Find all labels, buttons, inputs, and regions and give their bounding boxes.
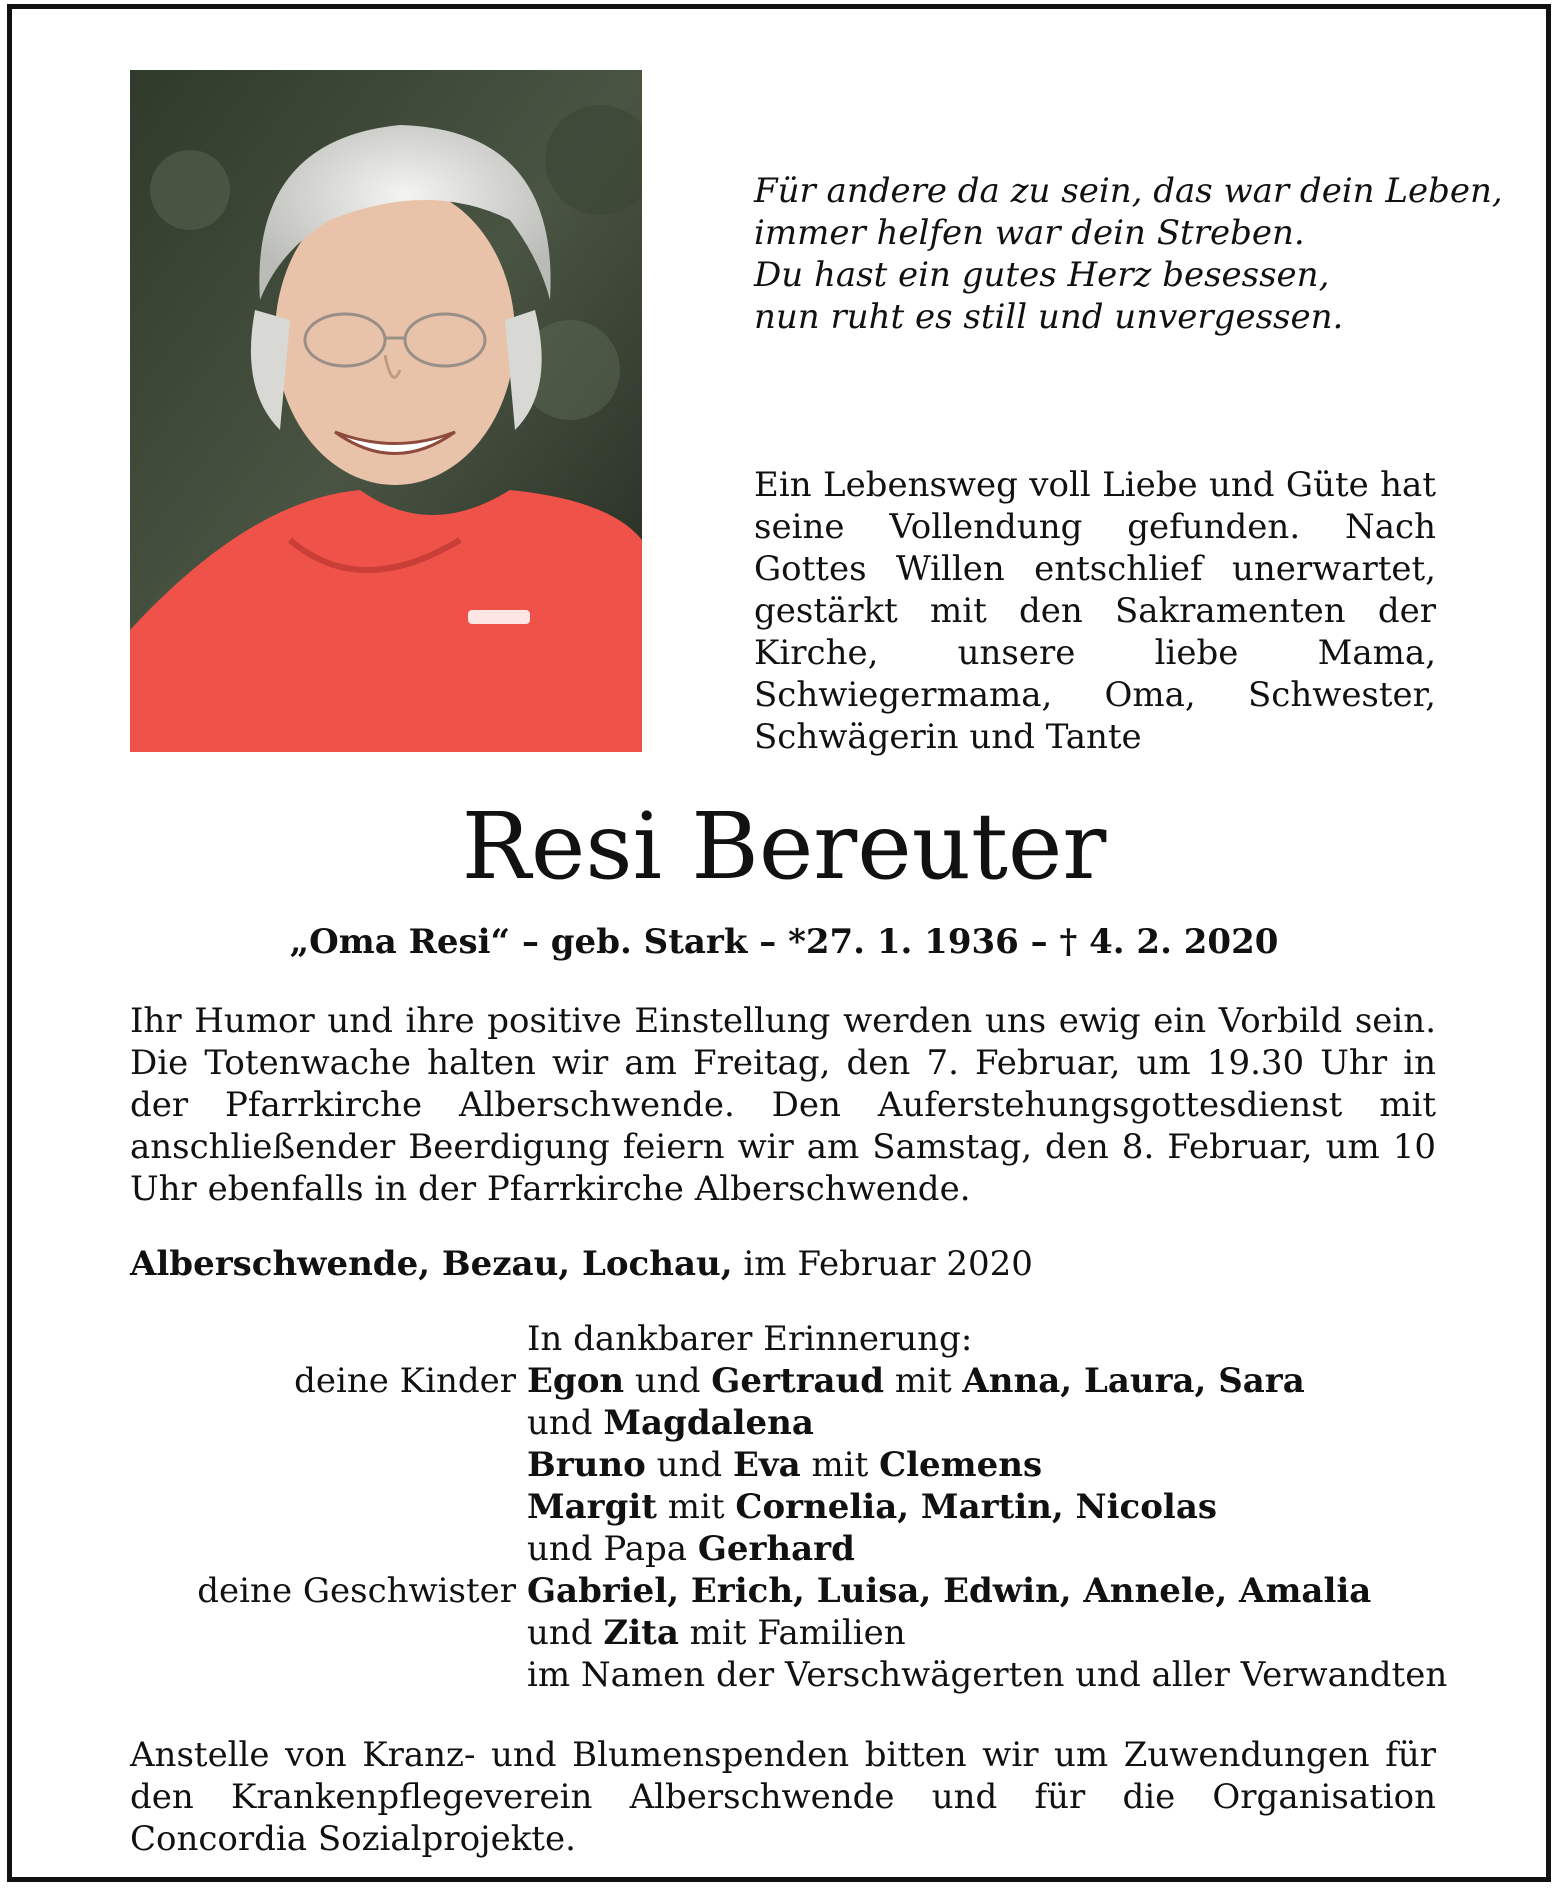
poem-line: immer helfen war dein Streben. bbox=[754, 213, 1305, 253]
family-member-name: Zita bbox=[603, 1613, 679, 1653]
family-members bbox=[527, 1570, 1371, 1612]
family-members bbox=[527, 1444, 1042, 1486]
family-member-name: Egon bbox=[527, 1361, 625, 1401]
family-member-name: Magdalena bbox=[603, 1403, 814, 1443]
family-line bbox=[0, 1570, 1568, 1612]
family-member-name: Margit bbox=[527, 1487, 657, 1527]
family-connector-text: mit Familien bbox=[678, 1613, 906, 1653]
family-member-name: Cornelia, Martin, Nicolas bbox=[735, 1487, 1217, 1527]
memorial-poem bbox=[754, 170, 1503, 338]
family-members bbox=[527, 1402, 814, 1444]
place-and-date bbox=[130, 1242, 1033, 1286]
family-intro: In dankbarer Erinnerung: bbox=[527, 1319, 973, 1359]
family-member-name: Eva bbox=[732, 1445, 801, 1485]
family-group-label: deine Geschwister bbox=[197, 1571, 516, 1611]
family-members bbox=[527, 1486, 1217, 1528]
family-member-name: Gertraud bbox=[711, 1361, 885, 1401]
family-member-name: Bruno bbox=[527, 1445, 646, 1485]
family-connector-text: mit bbox=[884, 1361, 963, 1401]
place-towns: Alberschwende, Bezau, Lochau, bbox=[130, 1244, 733, 1284]
family-line bbox=[0, 1612, 1568, 1654]
intro-paragraph: Ein Lebensweg voll Liebe und Güte hat seine Vollendung gefunden. Nach Gottes Willen entschlief unerwartet, gestärkt mit den Sakramenten der Kirche, unsere liebe Mama, Schwiegermama, Oma, Schwester, Schwägerin und Tante bbox=[754, 465, 1436, 757]
family-connector-text: und bbox=[645, 1445, 733, 1485]
family-member-name: Clemens bbox=[879, 1445, 1043, 1485]
family-line bbox=[0, 1654, 1568, 1696]
family-connector-text: mit bbox=[800, 1445, 880, 1485]
family-connector-text: und bbox=[624, 1361, 712, 1401]
family-line bbox=[0, 1402, 1568, 1444]
family-connector-text: mit bbox=[656, 1487, 736, 1527]
family-member-name: Gerhard bbox=[697, 1529, 855, 1569]
family-line bbox=[0, 1444, 1568, 1486]
deceased-name: Resi Bereuter bbox=[461, 793, 1107, 900]
poem-line: nun ruht es still und unvergessen. bbox=[754, 297, 1344, 337]
family-members bbox=[527, 1528, 855, 1570]
family-connector-text: und bbox=[527, 1403, 604, 1443]
family-connector-text: und Papa bbox=[527, 1529, 698, 1569]
family-members bbox=[527, 1612, 906, 1654]
family-members bbox=[527, 1360, 1305, 1402]
place-date: im Februar 2020 bbox=[743, 1244, 1033, 1284]
family-connector-text: und bbox=[527, 1613, 604, 1653]
family-group-label: deine Kinder bbox=[294, 1361, 516, 1401]
portrait-photo bbox=[130, 70, 642, 752]
poem-line: Du hast ein gutes Herz besessen, bbox=[754, 255, 1330, 295]
donation-note: Anstelle von Kranz- und Blumenspenden bitten wir um Zuwendungen für den Krankenpflegeverein Alberschwende und für die Organisation Concordia Sozialprojekte. bbox=[130, 1735, 1436, 1859]
family-intro-line bbox=[0, 1318, 1568, 1360]
family-member-name: Anna, Laura, Sara bbox=[962, 1361, 1305, 1401]
family-member-name: Gabriel, Erich, Luisa, Edwin, Annele, Amalia bbox=[527, 1571, 1372, 1611]
deceased-subtitle: „Oma Resi“ – geb. Stark – *27. 1. 1936 – † 4. 2. 2020 bbox=[289, 922, 1279, 962]
family-line bbox=[0, 1528, 1568, 1570]
family-members bbox=[527, 1654, 1447, 1696]
family-connector-text: im Namen der Verschwägerten und aller Verwandten bbox=[527, 1655, 1448, 1695]
portrait-illustration bbox=[130, 70, 642, 752]
service-details: Ihr Humor und ihre positive Einstellung werden uns ewig ein Vorbild sein. Die Totenwache halten wir am Freitag, den 7. Februar, um 19.30 Uhr in der Pfarrkirche Alberschwende. Den Auferstehungsgottesdienst mit anschließender Beerdigung feiern wir am Samstag, den 8. Februar, um 10 Uhr ebenfalls in der Pfarrkirche Alberschwende. bbox=[130, 1001, 1436, 1209]
family-line bbox=[0, 1360, 1568, 1402]
poem-line: Für andere da zu sein, das war dein Leben, bbox=[754, 171, 1503, 211]
family-line bbox=[0, 1486, 1568, 1528]
